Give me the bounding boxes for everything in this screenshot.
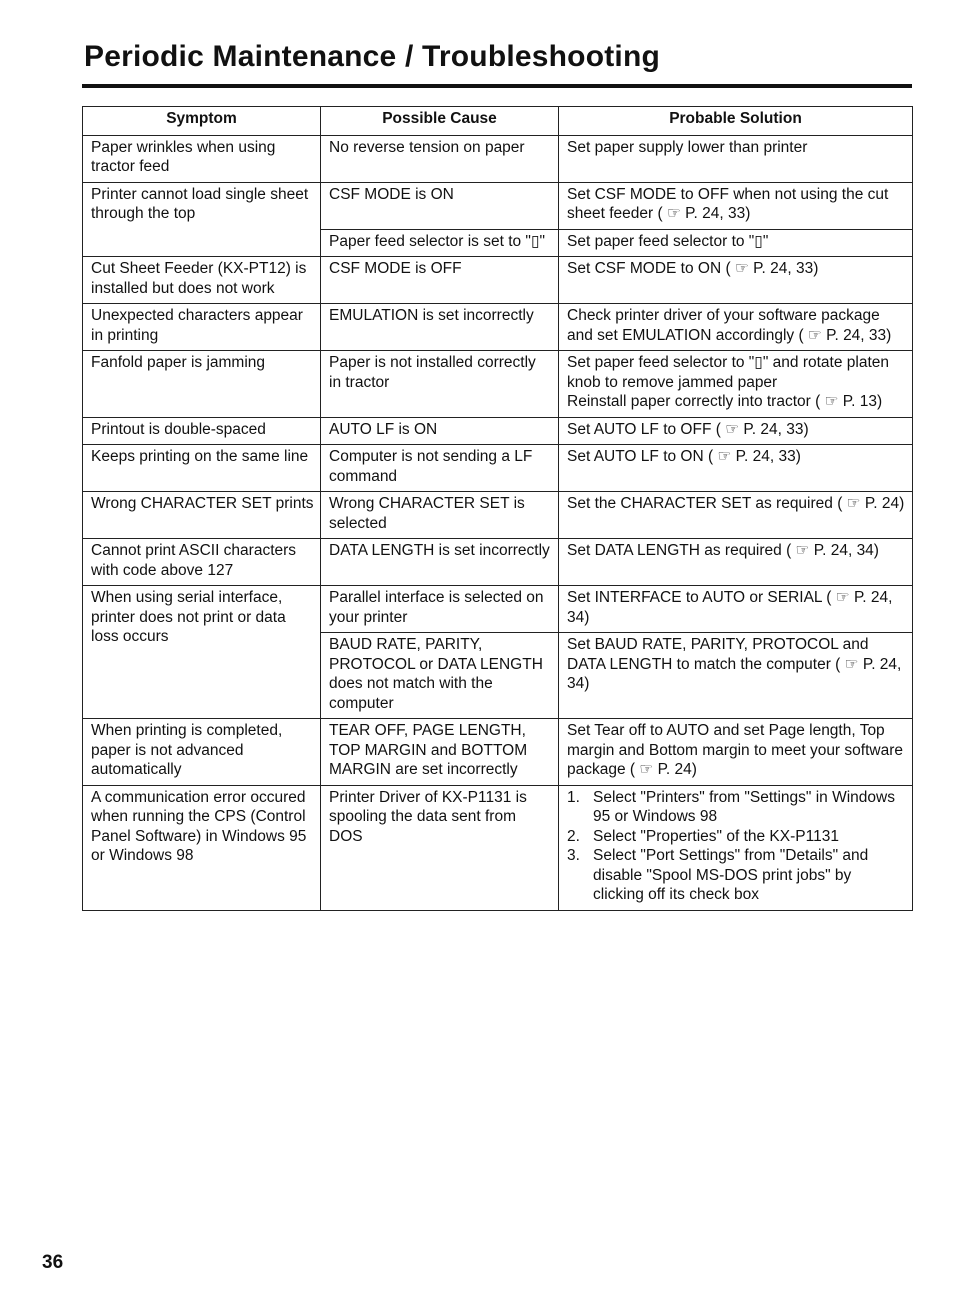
solution-cell: Set INTERFACE to AUTO or SERIAL ( ☞ P. 24, 34) [559,586,913,633]
cause-cell: Wrong CHARACTER SET is selected [321,492,559,539]
solution-line: Reinstall paper correctly into tractor ( ☞ P. 13) [567,393,883,410]
cause-cell: No reverse tension on paper [321,135,559,182]
header-possible-cause: Possible Cause [321,107,559,136]
symptom-cell: Wrong CHARACTER SET prints [83,492,321,539]
cause-cell: Printer Driver of KX-P1131 is spooling the data sent from DOS [321,785,559,910]
cause-cell: Paper is not installed correctly in tractor [321,351,559,418]
symptom-cell: When using serial interface, printer does not print or data loss occurs [83,586,321,719]
solution-cell: Set DATA LENGTH as required ( ☞ P. 24, 34) [559,539,913,586]
symptom-cell: Cannot print ASCII characters with code above 127 [83,539,321,586]
solution-cell: Set paper supply lower than printer [559,135,913,182]
symptom-cell: Unexpected characters appear in printing [83,304,321,351]
table-row [83,586,913,633]
solution-steps [567,788,906,905]
table-header-row [83,107,913,136]
solution-cell: Check printer driver of your software package and set EMULATION accordingly ( ☞ P. 24, 33) [559,304,913,351]
symptom-cell: When printing is completed, paper is not advanced automatically [83,719,321,786]
solution-cell [559,785,913,910]
table-row [83,445,913,492]
cause-cell: Parallel interface is selected on your printer [321,586,559,633]
page-number: 36 [42,1252,64,1273]
header-symptom: Symptom [83,107,321,136]
solution-cell: Set AUTO LF to OFF ( ☞ P. 24, 33) [559,417,913,445]
solution-cell: Set AUTO LF to ON ( ☞ P. 24, 33) [559,445,913,492]
table-row [83,304,913,351]
table-row [83,135,913,182]
symptom-cell: Printout is double-spaced [83,417,321,445]
table-row [83,182,913,229]
symptom-cell: A communication error occured when running the CPS (Control Panel Software) in Windows 95 or Windows 98 [83,785,321,910]
symptom-cell: Printer cannot load single sheet through the top [83,182,321,257]
solution-step: 3. Select "Port Settings" from "Details" and disable "Spool MS-DOS print jobs" by clicking off its check box [567,847,869,903]
title-rule [82,84,912,88]
solution-cell: Set paper feed selector to "▯" [559,229,913,257]
cause-cell: Computer is not sending a LF command [321,445,559,492]
symptom-cell: Fanfold paper is jamming [83,351,321,418]
solution-cell: Set the CHARACTER SET as required ( ☞ P. 24) [559,492,913,539]
solution-cell: Set BAUD RATE, PARITY, PROTOCOL and DATA LENGTH to match the computer ( ☞ P. 24, 34) [559,633,913,719]
table-row [83,492,913,539]
table-row [83,351,913,418]
cause-cell: AUTO LF is ON [321,417,559,445]
solution-cell: Set Tear off to AUTO and set Page length, Top margin and Bottom margin to meet your software package ( ☞ P. 24) [559,719,913,786]
symptom-cell: Paper wrinkles when using tractor feed [83,135,321,182]
table-row [83,785,913,910]
solution-cell [559,351,913,418]
solution-cell: Set CSF MODE to OFF when not using the cut sheet feeder ( ☞ P. 24, 33) [559,182,913,229]
table-row [83,257,913,304]
table-row [83,417,913,445]
symptom-cell: Keeps printing on the same line [83,445,321,492]
cause-cell: TEAR OFF, PAGE LENGTH, TOP MARGIN and BOTTOM MARGIN are set incorrectly [321,719,559,786]
troubleshooting-table [82,106,913,911]
solution-cell: Set CSF MODE to ON ( ☞ P. 24, 33) [559,257,913,304]
symptom-cell: Cut Sheet Feeder (KX-PT12) is installed but does not work [83,257,321,304]
solution-step: 2. Select "Properties" of the KX-P1131 [567,827,839,845]
cause-cell: BAUD RATE, PARITY, PROTOCOL or DATA LENGTH does not match with the computer [321,633,559,719]
cause-cell: EMULATION is set incorrectly [321,304,559,351]
solution-step: 1. Select "Printers" from "Settings" in Windows 95 or Windows 98 [567,788,895,825]
solution-line: Set paper feed selector to "▯" and rotate platen knob to remove jammed paper [567,354,889,391]
header-probable-solution: Probable Solution [559,107,913,136]
table-row [83,539,913,586]
cause-cell: CSF MODE is ON [321,182,559,229]
cause-cell: CSF MODE is OFF [321,257,559,304]
page-title: Periodic Maintenance / Troubleshooting [84,40,661,73]
cause-cell: DATA LENGTH is set incorrectly [321,539,559,586]
cause-cell: Paper feed selector is set to "▯" [321,229,559,257]
table-row [83,719,913,786]
